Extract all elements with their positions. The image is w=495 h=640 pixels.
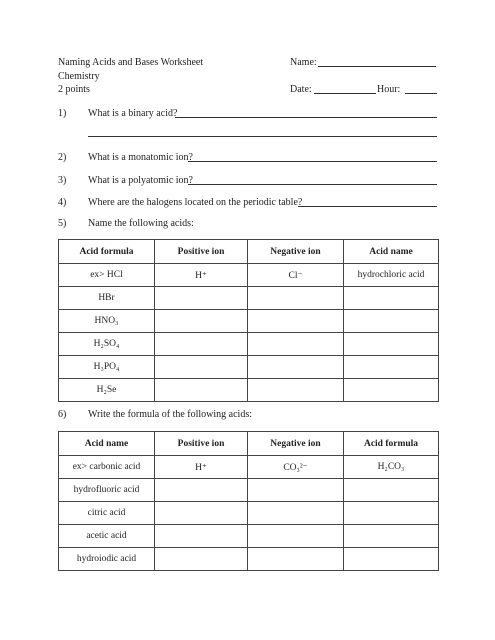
table-row: [59, 502, 439, 525]
answer-cell[interactable]: [248, 525, 344, 548]
question-number: 6): [58, 409, 67, 420]
answer-cell[interactable]: [248, 287, 344, 310]
answer-cell[interactable]: [344, 310, 439, 333]
table-cell: hydrofluoric acid: [59, 479, 155, 502]
table-cell: ex> HCl: [59, 264, 155, 287]
answer-cell[interactable]: [248, 479, 344, 502]
answer-blank[interactable]: [175, 117, 437, 118]
column-header: Acid name: [59, 432, 155, 456]
table-row: [59, 379, 439, 402]
name-blank[interactable]: [318, 66, 436, 67]
answer-cell[interactable]: [248, 356, 344, 379]
table-cell: ex> carbonic acid: [59, 456, 155, 479]
answer-cell[interactable]: [248, 310, 344, 333]
table-row: [59, 479, 439, 502]
table-row: [59, 548, 439, 571]
column-header: Positive ion: [155, 240, 248, 264]
answer-cell[interactable]: [155, 333, 248, 356]
answer-cell[interactable]: [155, 287, 248, 310]
table-cell: HNO₃: [59, 310, 155, 333]
answer-cell[interactable]: [248, 548, 344, 571]
table-cell: acetic acid: [59, 525, 155, 548]
name-label: Name:: [290, 57, 317, 68]
answer-cell[interactable]: [344, 548, 439, 571]
question-number: 1): [58, 108, 67, 119]
question-number: 4): [58, 197, 67, 208]
answer-cell[interactable]: [344, 287, 439, 310]
table-cell: hydroiodic acid: [59, 548, 155, 571]
table-row: [59, 456, 439, 479]
table-cell: Cl⁻: [248, 264, 344, 287]
table-row: [59, 356, 439, 379]
answer-cell[interactable]: [344, 379, 439, 402]
hour-label: Hour:: [377, 84, 401, 95]
answer-cell[interactable]: [155, 548, 248, 571]
table-row: [59, 525, 439, 548]
answer-cell[interactable]: [248, 502, 344, 525]
table-cell: citric acid: [59, 502, 155, 525]
answer-cell[interactable]: [155, 379, 248, 402]
answer-cell[interactable]: [344, 502, 439, 525]
table-cell: H⁺: [155, 456, 248, 479]
question-text: Name the following acids:: [88, 218, 194, 229]
answer-cell[interactable]: [155, 356, 248, 379]
answer-cell[interactable]: [155, 479, 248, 502]
question-number: 3): [58, 175, 67, 186]
question-text: Where are the halogens located on the periodic table?: [88, 197, 303, 208]
answer-blank[interactable]: [298, 206, 437, 207]
table-cell: CO₃²⁻: [248, 456, 344, 479]
table-cell: H₃PO₄: [59, 356, 155, 379]
column-header: Acid formula: [344, 432, 439, 456]
column-header: Acid name: [344, 240, 439, 264]
table-cell: H₂CO₃: [344, 456, 439, 479]
question-number: 2): [58, 152, 67, 163]
table-row: [59, 310, 439, 333]
points-label: 2 points: [58, 84, 90, 95]
question-text: What is a binary acid?: [88, 108, 178, 119]
answer-cell[interactable]: [155, 525, 248, 548]
question-text: What is a polyatomic ion?: [88, 175, 193, 186]
table-cell: hydrochloric acid: [344, 264, 439, 287]
column-header: Negative ion: [248, 240, 344, 264]
answer-cell[interactable]: [344, 479, 439, 502]
table-cell: H₂SO₄: [59, 333, 155, 356]
table-row: [59, 287, 439, 310]
question-text: What is a monatomic ion?: [88, 152, 193, 163]
hour-blank[interactable]: [405, 93, 437, 94]
answer-blank[interactable]: [88, 136, 437, 137]
table-row: [59, 264, 439, 287]
answer-cell[interactable]: [155, 310, 248, 333]
table-row: [59, 333, 439, 356]
column-header: Negative ion: [248, 432, 344, 456]
subject-label: Chemistry: [58, 71, 100, 82]
table-cell: H⁺: [155, 264, 248, 287]
column-header: Positive ion: [155, 432, 248, 456]
answer-cell[interactable]: [155, 502, 248, 525]
question-text: Write the formula of the following acids:: [88, 409, 252, 420]
date-label: Date:: [290, 84, 312, 95]
acid-formula-table: [58, 431, 439, 571]
answer-cell[interactable]: [344, 356, 439, 379]
worksheet-title: Naming Acids and Bases Worksheet: [58, 57, 204, 68]
answer-cell[interactable]: [248, 333, 344, 356]
answer-cell[interactable]: [248, 379, 344, 402]
answer-cell[interactable]: [344, 525, 439, 548]
answer-blank[interactable]: [188, 184, 437, 185]
question-number: 5): [58, 218, 67, 229]
date-blank[interactable]: [314, 93, 376, 94]
table-cell: H₂Se: [59, 379, 155, 402]
answer-blank[interactable]: [188, 161, 437, 162]
column-header: Acid formula: [59, 240, 155, 264]
answer-cell[interactable]: [344, 333, 439, 356]
table-cell: HBr: [59, 287, 155, 310]
acid-naming-table: [58, 239, 439, 402]
